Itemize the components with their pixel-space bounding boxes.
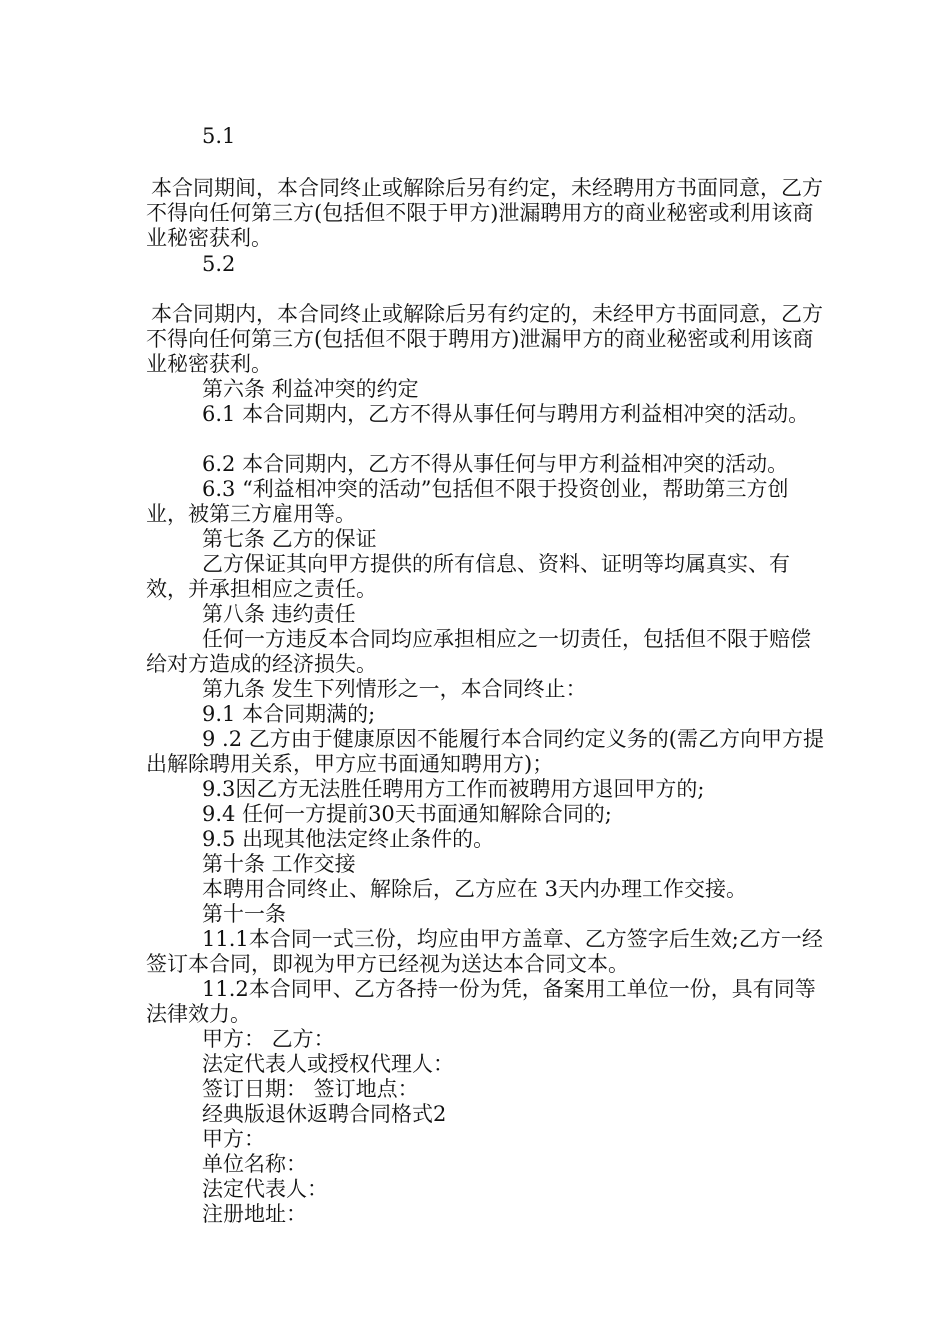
article-8-heading: 第八条 违约责任 (202, 602, 356, 626)
signing-date-place-line: 签订日期： 签订地点： (202, 1077, 419, 1101)
paragraph-9-5: 9.5 出现其他法定终止条件的。 (202, 827, 495, 851)
paragraph-11-1: 11.1本合同一式三份，均应由甲方盖章、乙方签字后生效;乙方一经签订本合同，即视为甲方已经视为送达本合同文本。 (146, 927, 823, 976)
article-7-heading: 第七条 乙方的保证 (202, 527, 377, 551)
article-6-heading: 第六条 利益冲突的约定 (202, 377, 419, 401)
signature-parties-line: 甲方： 乙方： (202, 1027, 335, 1051)
paragraph-6-2: 6.2 本合同期内，乙方不得从事任何与甲方利益相冲突的活动。 (202, 452, 789, 476)
clause-number-5-2: 5.2 (202, 252, 236, 276)
paragraph-10: 本聘用合同终止、解除后，乙方应在 3天内办理工作交接。 (202, 877, 748, 901)
paragraph-5-2: 本合同期内，本合同终止或解除后另有约定的，未经甲方书面同意，乙方不得向任何第三方(包括但不限于聘用方)泄漏甲方的商业秘密或利用该商业秘密获利。 (146, 302, 823, 376)
paragraph-6-1: 6.1 本合同期内，乙方不得从事任何与聘用方利益相冲突的活动。 (202, 402, 810, 426)
registered-address-label: 注册地址： (202, 1202, 307, 1226)
paragraph-8: 任何一方违反本合同均应承担相应之一切责任，包括但不限于赔偿给对方造成的经济损失。 (146, 627, 811, 676)
paragraph-9-4: 9.4 任何一方提前30天书面通知解除合同的; (202, 802, 612, 826)
article-9-heading: 第九条 发生下列情形之一，本合同终止： (202, 677, 587, 701)
paragraph-9-3: 9.3因乙方无法胜任聘用方工作而被聘用方退回甲方的; (202, 777, 705, 801)
legal-representative-line: 法定代表人或授权代理人： (202, 1052, 454, 1076)
paragraph-11-2: 11.2本合同甲、乙方各持一份为凭，备案用工单位一份，具有同等法律效力。 (146, 977, 816, 1026)
party-a-label: 甲方： (202, 1127, 265, 1151)
clause-number-5-1: 5.1 (202, 124, 236, 148)
paragraph-6-3: 6.3 “利益相冲突的活动”包括但不限于投资创业，帮助第三方创业，被第三方雇用等。 (146, 477, 789, 526)
unit-name-label: 单位名称： (202, 1152, 307, 1176)
paragraph-5-1: 本合同期间，本合同终止或解除后另有约定，未经聘用方书面同意，乙方不得向任何第三方(包括但不限于甲方)泄漏聘用方的商业秘密或利用该商业秘密获利。 (146, 176, 823, 250)
legal-representative-label: 法定代表人： (202, 1177, 328, 1201)
paragraph-7: 乙方保证其向甲方提供的所有信息、资料、证明等均属真实、有效，并承担相应之责任。 (146, 552, 790, 601)
template-2-title: 经典版退休返聘合同格式2 (202, 1102, 447, 1126)
paragraph-9-1: 9.1 本合同期满的; (202, 702, 376, 726)
article-11-heading: 第十一条 (202, 902, 286, 926)
article-10-heading: 第十条 工作交接 (202, 852, 356, 876)
paragraph-9-2: 9 .2 乙方由于健康原因不能履行本合同约定义务的(需乙方向甲方提出解除聘用关系，甲方应书面通知聘用方)； (146, 727, 824, 776)
